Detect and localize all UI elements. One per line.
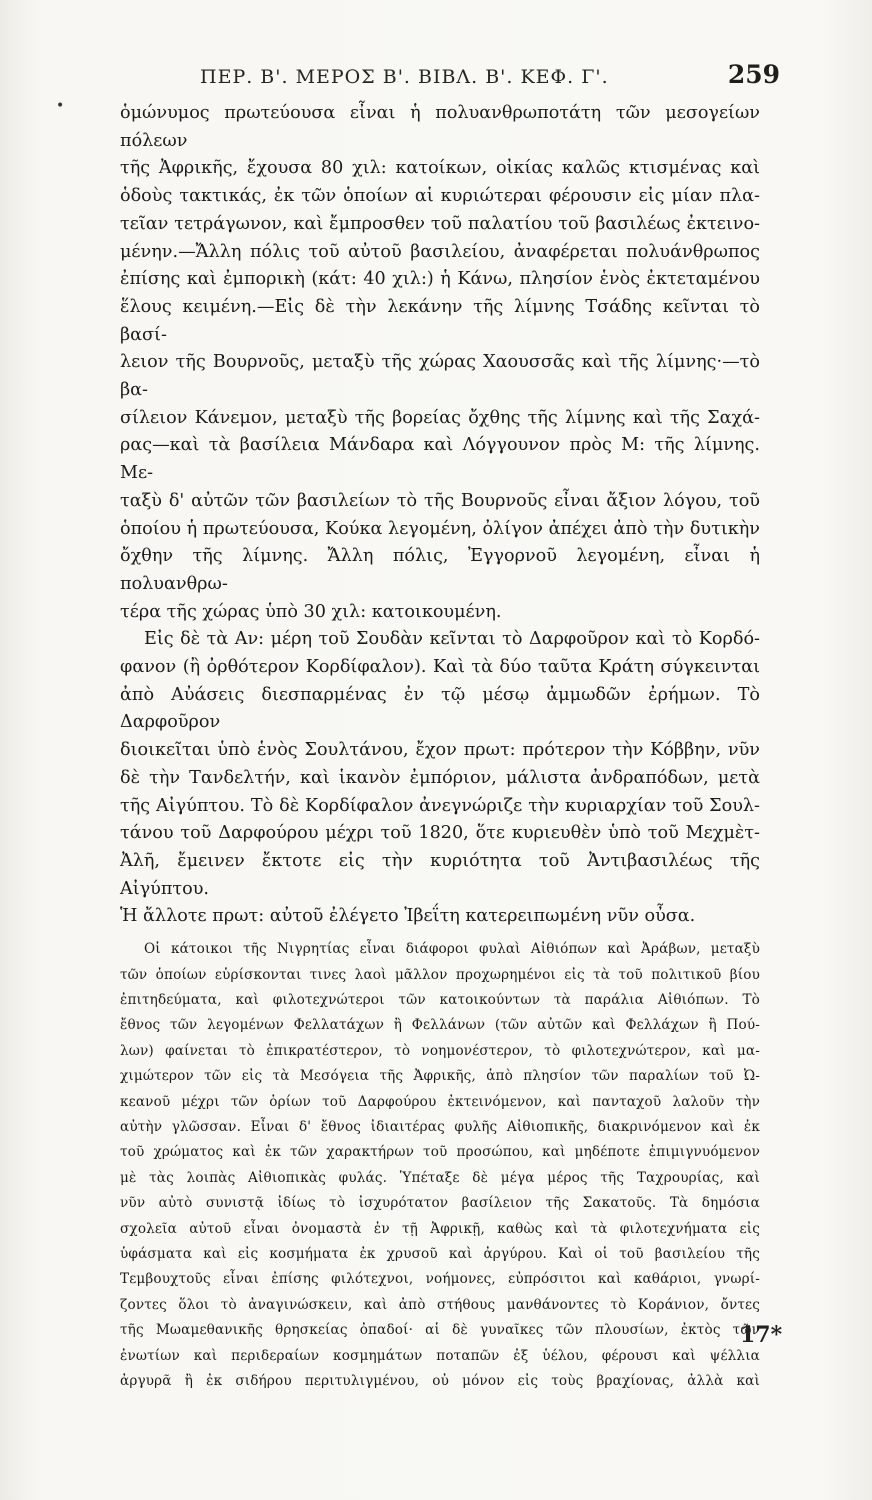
note-line: ἔθνος τῶν λεγομένων Φελλατάχων ἢ Φελλάνων (τῶν αὐτῶν καὶ Φελλάχων ἢ Πού- xyxy=(120,1017,760,1034)
text-line: τῆς Αἰγύπτου. Τὸ δὲ Κορδίφαλον ἀνεγνώριζε τὴν κυριαρχίαν τοῦ Σουλ- xyxy=(120,795,760,816)
footnote-text xyxy=(120,937,760,1394)
note-line: αὐτὴν γλῶσσαν. Εἶναι δ' ἔθνος ἰδιαιτέρας φυλῆς Αἰθιοπικῆς, διακρινόμενον καὶ ἐκ xyxy=(120,1118,760,1135)
text-line: λειον τῆς Βουρνοῦς, μεταξὺ τῆς χώρας Χαουσσᾶς καὶ τῆς λίμνης·—τὸ βα- xyxy=(120,352,760,401)
note-line: ζοντες ὅλοι τὸ ἀναγινώσκειν, καὶ ἀπὸ στήθους μανθάνοντες τὸ Κοράνιον, ὄντες xyxy=(120,1296,760,1313)
note-line: Τεμβουχτοῦς εἶναι ἐπίσης φιλότεχνοι, νοήμονες, εὐπρόσιτοι καὶ καθάριοι, γνωρί- xyxy=(120,1271,760,1288)
page-number: 259 xyxy=(727,60,780,89)
text-line: τῆς Ἀφρικῆς, ἔχουσα 80 χιλ: κατοίκων, οἰκίας καλῶς κτισμένας καὶ xyxy=(120,158,760,179)
signature-mark: 17* xyxy=(740,1322,783,1348)
note-line: τοῦ χρώματος καὶ ἐκ τῶν χαρακτήρων τοῦ προσώπου, καὶ μηδέποτε ἐπιμιγνυόμενον xyxy=(120,1144,760,1161)
text-line: ὁποίου ἡ πρωτεύουσα, Κούκα λεγομένη, ὀλίγον ἀπέχει ἀπὸ τὴν δυτικὴν xyxy=(120,518,760,539)
note-line: κεανοῦ μέχρι τῶν ὁρίων τοῦ Δαρφούρου ἐκτεινόμενον, καὶ πανταχοῦ λαλοῦν τὴν xyxy=(120,1093,760,1110)
text-line: ἀπὸ Αὐάσεις διεσπαρμένας ἐν τῷ μέσῳ ἀμμωδῶν ἐρήμων. Τὸ Δαρφοῦρον xyxy=(120,684,760,733)
text-line: διοικεῖται ὑπὸ ἑνὸς Σουλτάνου, ἔχον πρωτ: πρότερον τὴν Κόββην, νῦν xyxy=(120,740,760,761)
note-line: χιμώτερον τῶν εἰς τὰ Μεσόγεια τῆς Ἀφρικῆς, ἀπὸ πλησίον τῶν παραλίων τοῦ Ὠ- xyxy=(120,1068,760,1085)
text-line: ὄχθην τῆς λίμνης. Ἄλλη πόλις, Ἐγγορνοῦ λεγομένη, εἶναι ἡ πολυανθρω- xyxy=(120,546,760,594)
text-line: φανον (ἢ ὀρθότερον Κορδίφαλον). Καὶ τὰ δύο ταῦτα Κράτη σύγκεινται xyxy=(120,657,760,678)
text-line: δὲ τὴν Τανδελτήν, καὶ ἱκανὸν ἐμπόριον, μάλιστα ἀνδραπόδων, μετὰ xyxy=(120,767,760,788)
note-line: ἀργυρᾶ ἢ ἐκ σιδήρου περιτυλιγμένου, οὐ μόνον εἰς τοὺς βραχίονας, ἀλλὰ καὶ xyxy=(120,1373,760,1389)
text-line: σίλειον Κάνεμον, μεταξὺ τῆς βορείας ὄχθης τῆς λίμνης καὶ τῆς Σαχά- xyxy=(120,407,760,428)
note-line: τῆς Μωαμεθανικῆς θρησκείας ὀπαδοί· αἱ δὲ γυναῖκες τῶν πλουσίων, ἐκτὸς τῶν xyxy=(120,1322,760,1339)
text-line: ἕλους κειμένη.—Εἰς δὲ τὴν λεκάνην τῆς λίμνης Τσάδης κεῖνται τὸ βασί- xyxy=(120,296,760,345)
text-line: μένην.—Ἄλλη πόλις τοῦ αὐτοῦ βασιλείου, ἀναφέρεται πολυάνθρωπος xyxy=(120,241,760,262)
running-head: ΠΕΡ. Β'. ΜΕΡΟΣ Β'. ΒΙΒΛ. Β'. ΚΕΦ. Γ'. xyxy=(200,66,609,88)
note-line: τῶν ὁποίων εὑρίσκονται τινες λαοὶ μᾶλλον προχωρημένοι εἰς τὰ τοῦ πολιτικοῦ βίου xyxy=(120,966,760,983)
text-line: ὁδοὺς τακτικάς, ἐκ τῶν ὁποίων αἱ κυριώτεραι φέρουσιν εἰς μίαν πλα- xyxy=(120,186,760,207)
main-text xyxy=(120,100,760,931)
note-line: ἐπιτηδεύματα, καὶ φιλοτεχνώτεροι τῶν κατοικούντων τὰ παράλια Αἰθιόπων. Τὸ xyxy=(120,991,760,1008)
note-line: μὲ τὰς λοιπὰς Αἰθιοπικὰς φυλάς. Ὑπέταξε δὲ μέγα μέρος τῆς Ταχρουρίας, καὶ xyxy=(120,1169,760,1186)
text-line: ὁμώνυμος πρωτεύουσα εἶναι ἡ πολυανθρωποτάτη τῶν μεσογείων πόλεων xyxy=(120,103,760,151)
text-line: Ἀλῆ, ἔμεινεν ἔκτοτε εἰς τὴν κυριότητα τοῦ Ἀντιβασιλέως τῆς Αἰγύπτου. xyxy=(120,850,760,899)
page-body xyxy=(120,100,760,1394)
text-line: τέρα τῆς χώρας ὑπὸ 30 χιλ: κατοικουμένη. xyxy=(120,601,502,622)
note-line: λων) φαίνεται τὸ ἐπικρατέστερον, τὸ νοημονέστερον, τὸ φιλοτεχνώτερον, καὶ μα- xyxy=(120,1042,760,1059)
text-line: τάνου τοῦ Δαρφούρου μέχρι τοῦ 1820, ὅτε κυριευθὲν ὑπὸ τοῦ Μεχμὲτ- xyxy=(120,823,760,844)
margin-mark: • xyxy=(56,98,65,114)
note-line: ὑφάσματα καὶ εἰς κοσμήματα ἐκ χρυσοῦ καὶ ἀργύρου. Καὶ οἱ τοῦ βασιλείου τῆς xyxy=(120,1245,760,1262)
page-header xyxy=(56,60,780,114)
note-line: ἐνωτίων καὶ περιδεραίων κοσμημάτων ποταπῶν ἐξ ὑέλου, φέρουσι καὶ ψέλλια xyxy=(120,1347,760,1364)
text-line: ἐπίσης καὶ ἐμπορικὴ (κάτ: 40 χιλ:) ἡ Κάνω, πλησίον ἑνὸς ἐκτεταμένου xyxy=(120,269,760,290)
text-line: Εἰς δὲ τὰ Αν: μέρη τοῦ Σουδὰν κεῖνται τὸ Δαρφοῦρον καὶ τὸ Κορδό- xyxy=(144,629,760,650)
note-line: Οἱ κάτοικοι τῆς Νιγρητίας εἶναι διάφοροι φυλαὶ Αἰθιόπων καὶ Ἀράβων, μεταξὺ xyxy=(144,941,760,958)
note-line: νῦν αὐτὸ συνιστᾷ ἰδίως τὸ ἰσχυρότατον βασίλειον τῆς Σακατοῦς. Τὰ δημόσια xyxy=(120,1195,760,1212)
text-line: ρας—καὶ τὰ βασίλεια Μάνδαρα καὶ Λόγγουνον πρὸς Μ: τῆς λίμνης. Με- xyxy=(120,435,760,484)
text-line: Ἡ ἄλλοτε πρωτ: αὐτοῦ ἐλέγετο Ἰβεΐτη κατερειπωμένη νῦν οὖσα. xyxy=(120,906,696,927)
text-line: τεῖαν τετράγωνον, καὶ ἔμπροσθεν τοῦ παλατίου τοῦ βασιλέως ἐκτεινο- xyxy=(120,213,760,234)
note-line: σχολεῖα αὐτοῦ εἶναι ὀνομαστὰ ἐν τῇ Ἀφρικῇ, καθὼς καὶ τὰ φιλοτεχνήματα εἰς xyxy=(120,1220,760,1237)
text-line: ταξὺ δ' αὐτῶν τῶν βασιλείων τὸ τῆς Βουρνοῦς εἶναι ἄξιον λόγου, τοῦ xyxy=(120,490,760,511)
